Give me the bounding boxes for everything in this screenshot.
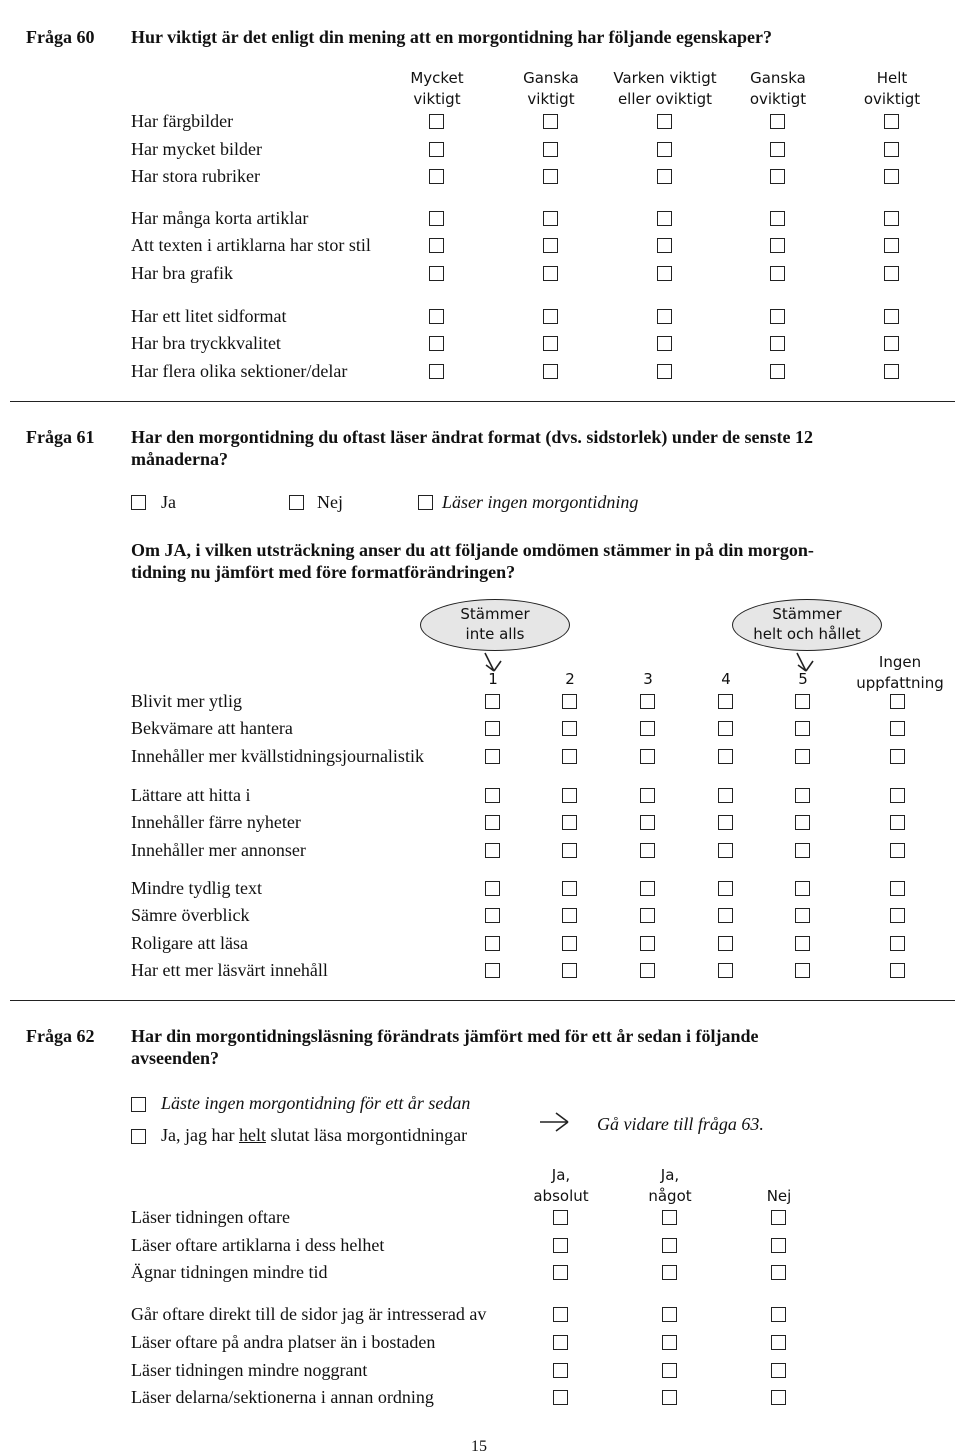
q61-no-opinion-line2: uppfattning (856, 674, 944, 692)
q60-checkbox[interactable] (884, 266, 899, 281)
q62-column-header (610, 1165, 730, 1207)
q61-scale-high-line1: Stämmer (772, 605, 842, 623)
q61-checkbox[interactable] (562, 815, 577, 830)
q60-checkbox[interactable] (884, 142, 899, 157)
q62-checkbox[interactable] (662, 1307, 677, 1322)
q61-checkbox[interactable] (718, 963, 733, 978)
q62-column-header (501, 1165, 621, 1207)
q61-followup-line1: Om JA, i vilken utsträckning anser du att följande omdömen stämmer in på din morgon- (131, 540, 814, 560)
q62-checkbox[interactable] (771, 1265, 786, 1280)
q61-checkbox[interactable] (718, 843, 733, 858)
q61-option-ja-label: Ja (161, 492, 176, 512)
q61-checkbox[interactable] (640, 881, 655, 896)
q60-item-label: Har bra tryckkvalitet (131, 333, 281, 353)
q61-option-nej-label: Nej (317, 492, 343, 512)
q60-checkbox[interactable] (770, 238, 785, 253)
q60-checkbox[interactable] (429, 114, 444, 129)
skip-arrow-icon (538, 1110, 572, 1134)
q61-checkbox[interactable] (795, 815, 810, 830)
q62-checkbox[interactable] (553, 1238, 568, 1253)
page-number: 15 (471, 1438, 487, 1455)
q60-checkbox[interactable] (884, 336, 899, 351)
q60-checkbox[interactable] (884, 309, 899, 324)
q61-scale-low-line1: Stämmer (460, 605, 530, 623)
q60-item-label: Har ett litet sidformat (131, 306, 287, 326)
q62-checkbox[interactable] (662, 1390, 677, 1405)
q61-checkbox[interactable] (640, 721, 655, 736)
q61-checkbox[interactable] (890, 963, 905, 978)
q60-number: Fråga 60 (26, 27, 95, 47)
q61-checkbox[interactable] (718, 936, 733, 951)
q60-checkbox[interactable] (884, 211, 899, 226)
q62-checkbox[interactable] (553, 1210, 568, 1225)
q61-scale-low-line2: inte alls (465, 625, 525, 643)
q61-item-label: Lättare att hitta i (131, 785, 251, 805)
q60-column-header-line2: viktigt (527, 90, 575, 108)
q62-item-label: Läser tidningen mindre noggrant (131, 1360, 368, 1380)
q61-checkbox[interactable] (890, 881, 905, 896)
q61-checkbox[interactable] (718, 694, 733, 709)
q62-skip-instruction: Gå vidare till fråga 63. (597, 1114, 764, 1134)
q61-checkbox[interactable] (890, 749, 905, 764)
q60-checkbox[interactable] (657, 238, 672, 253)
q60-checkbox[interactable] (770, 142, 785, 157)
q61-checkbox[interactable] (562, 908, 577, 923)
q60-checkbox[interactable] (543, 364, 558, 379)
q60-checkbox[interactable] (657, 336, 672, 351)
q61-checkbox[interactable] (562, 936, 577, 951)
q61-checkbox[interactable] (795, 749, 810, 764)
q61-checkbox[interactable] (640, 694, 655, 709)
q62-skip-option2-post: slutat läsa morgontidningar (265, 1125, 468, 1145)
q61-checkbox[interactable] (485, 694, 500, 709)
q62-column-header (719, 1165, 839, 1207)
q61-item-label: Innehåller mer kvällstidningsjournalistik (131, 746, 424, 766)
q60-column-header-line1: Mycket (410, 69, 464, 87)
q61-checkbox[interactable] (795, 694, 810, 709)
q61-checkbox[interactable] (795, 843, 810, 858)
q61-checkbox[interactable] (485, 881, 500, 896)
q62-skip-option2-pre: Ja, jag har (161, 1125, 239, 1145)
q62-checkbox[interactable] (662, 1265, 677, 1280)
q61-item-label: Innehåller färre nyheter (131, 812, 301, 832)
q60-column-header-line2: oviktigt (749, 90, 807, 108)
q61-checkbox[interactable] (640, 936, 655, 951)
q62-checkbox[interactable] (662, 1238, 677, 1253)
q62-checkbox[interactable] (662, 1210, 677, 1225)
q60-checkbox[interactable] (429, 266, 444, 281)
q60-checkbox[interactable] (543, 336, 558, 351)
q61-checkbox[interactable] (640, 908, 655, 923)
q60-checkbox[interactable] (543, 211, 558, 226)
q61-checkbox[interactable] (795, 908, 810, 923)
q61-checkbox[interactable] (890, 788, 905, 803)
q61-scale-high-oval (732, 599, 882, 651)
q61-checkbox[interactable] (718, 749, 733, 764)
q61-no-opinion-header (855, 652, 945, 694)
q61-checkbox[interactable] (485, 936, 500, 951)
q61-checkbox[interactable] (640, 788, 655, 803)
q61-option-none-label: Läser ingen morgontidning (442, 492, 639, 512)
q60-checkbox[interactable] (884, 114, 899, 129)
q61-item-label: Innehåller mer annonser (131, 840, 306, 860)
q60-checkbox[interactable] (429, 309, 444, 324)
q62-checkbox[interactable] (553, 1363, 568, 1378)
q60-item-label: Har färgbilder (131, 111, 234, 131)
q61-followup-line2: tidning nu jämfört med före formatförändringen? (131, 562, 516, 582)
q61-checkbox[interactable] (795, 721, 810, 736)
q60-checkbox[interactable] (770, 364, 785, 379)
q61-checkbox[interactable] (640, 815, 655, 830)
q62-number: Fråga 62 (26, 1026, 95, 1046)
q60-checkbox[interactable] (884, 169, 899, 184)
q61-checkbox[interactable] (485, 908, 500, 923)
q61-checkbox[interactable] (485, 963, 500, 978)
q60-checkbox[interactable] (543, 238, 558, 253)
q61-checkbox[interactable] (485, 788, 500, 803)
q61-question-line2: månaderna? (131, 449, 229, 469)
q61-checkbox[interactable] (562, 881, 577, 896)
q60-checkbox[interactable] (543, 114, 558, 129)
q61-checkbox[interactable] (485, 749, 500, 764)
q60-column-header-line1: Varken viktigt (613, 69, 717, 87)
q60-checkbox[interactable] (657, 114, 672, 129)
q61-item-label: Mindre tydlig text (131, 878, 262, 898)
divider (10, 1000, 955, 1001)
q61-checkbox[interactable] (718, 881, 733, 896)
q60-column-header-line1: Helt (876, 69, 908, 87)
q62-item-label: Läser oftare artiklarna i dess helhet (131, 1235, 385, 1255)
q62-item-label: Går oftare direkt till de sidor jag är intresserad av (131, 1304, 487, 1324)
q61-checkbox[interactable] (795, 788, 810, 803)
q61-checkbox[interactable] (718, 788, 733, 803)
q62-checkbox[interactable] (553, 1390, 568, 1405)
q60-checkbox[interactable] (657, 142, 672, 157)
q61-checkbox[interactable] (890, 843, 905, 858)
q60-checkbox[interactable] (429, 169, 444, 184)
q61-checkbox[interactable] (485, 815, 500, 830)
q60-checkbox[interactable] (543, 266, 558, 281)
q60-checkbox[interactable] (543, 142, 558, 157)
q60-checkbox[interactable] (770, 309, 785, 324)
q60-column-header-line1: Ganska (523, 69, 579, 87)
q62-checkbox[interactable] (771, 1210, 786, 1225)
q60-checkbox[interactable] (429, 211, 444, 226)
q61-scale-number: 3 (643, 670, 653, 688)
q61-number: Fråga 61 (26, 427, 95, 447)
q60-item-label: Har mycket bilder (131, 139, 262, 159)
q62-checkbox[interactable] (771, 1307, 786, 1322)
q60-checkbox[interactable] (770, 336, 785, 351)
q61-checkbox[interactable] (562, 843, 577, 858)
q60-checkbox[interactable] (657, 364, 672, 379)
q61-item-label: Roligare att läsa (131, 933, 248, 953)
q61-checkbox[interactable] (640, 963, 655, 978)
q61-checkbox[interactable] (485, 843, 500, 858)
q61-checkbox[interactable] (718, 815, 733, 830)
q60-checkbox[interactable] (429, 364, 444, 379)
q61-checkbox[interactable] (718, 908, 733, 923)
q61-option-ja-checkbox[interactable] (131, 495, 146, 510)
q61-scale-high-line2: helt och hållet (753, 625, 861, 643)
q62-item-label: Ägnar tidningen mindre tid (131, 1262, 328, 1282)
q61-checkbox[interactable] (485, 721, 500, 736)
q62-question-line2: avseenden? (131, 1048, 220, 1068)
q61-checkbox[interactable] (640, 749, 655, 764)
q61-item-label: Bekvämare att hantera (131, 718, 293, 738)
q62-checkbox[interactable] (553, 1335, 568, 1350)
q61-checkbox[interactable] (890, 694, 905, 709)
q61-option-none-checkbox[interactable] (418, 495, 433, 510)
q62-column-header-line1: Ja, (660, 1166, 680, 1184)
q62-skip-option2-underlined: helt (238, 1125, 266, 1145)
q61-scale-number: 1 (488, 670, 498, 688)
q60-column-header-line1: Ganska (750, 69, 806, 87)
q61-checkbox[interactable] (562, 963, 577, 978)
q61-checkbox[interactable] (562, 749, 577, 764)
divider (10, 401, 955, 402)
q60-checkbox[interactable] (543, 309, 558, 324)
q60-checkbox[interactable] (770, 266, 785, 281)
q62-skip-option2-label (161, 1125, 467, 1146)
q61-checkbox[interactable] (890, 721, 905, 736)
q60-checkbox[interactable] (657, 266, 672, 281)
q61-checkbox[interactable] (640, 843, 655, 858)
q61-checkbox[interactable] (795, 936, 810, 951)
q62-checkbox[interactable] (771, 1390, 786, 1405)
q60-checkbox[interactable] (429, 238, 444, 253)
q61-no-opinion-line1: Ingen (878, 653, 922, 671)
q61-checkbox[interactable] (890, 908, 905, 923)
q61-checkbox[interactable] (562, 788, 577, 803)
q62-checkbox[interactable] (662, 1363, 677, 1378)
q61-checkbox[interactable] (795, 963, 810, 978)
q60-checkbox[interactable] (543, 169, 558, 184)
q60-column-header-line2: eller oviktigt (617, 90, 713, 108)
q62-checkbox[interactable] (771, 1335, 786, 1350)
q62-column-header-line2: något (648, 1187, 692, 1205)
q60-checkbox[interactable] (657, 169, 672, 184)
q60-item-label: Har många korta artiklar (131, 208, 309, 228)
q61-scale-number: 5 (798, 670, 808, 688)
q62-checkbox[interactable] (553, 1307, 568, 1322)
q61-scale-number: 4 (721, 670, 731, 688)
q62-question-line1: Har din morgontidningsläsning förändrats jämfört med för ett år sedan i följande (131, 1026, 759, 1046)
q60-item-label: Att texten i artiklarna har stor stil (131, 235, 371, 255)
q61-item-label: Sämre överblick (131, 905, 250, 925)
q62-item-label: Läser tidningen oftare (131, 1207, 290, 1227)
q62-column-header-line1: Ja, (551, 1166, 571, 1184)
q62-checkbox[interactable] (771, 1238, 786, 1253)
q62-checkbox[interactable] (553, 1265, 568, 1280)
q60-item-label: Har bra grafik (131, 263, 233, 283)
q60-question: Hur viktigt är det enligt din mening att en morgontidning har följande egenskaper? (131, 27, 773, 47)
q62-item-label: Läser oftare på andra platser än i bostaden (131, 1332, 436, 1352)
q61-question-line1: Har den morgontidning du oftast läser ändrat format (dvs. sidstorlek) under de senste 12 (131, 427, 814, 447)
q61-checkbox[interactable] (718, 721, 733, 736)
q62-column-header-line1 (719, 1165, 839, 1186)
q62-item-label: Läser delarna/sektionerna i annan ordning (131, 1387, 434, 1407)
q61-checkbox[interactable] (562, 721, 577, 736)
q62-checkbox[interactable] (771, 1363, 786, 1378)
q61-scale-low-oval (420, 599, 570, 651)
q60-column-header-line2: oviktigt (863, 90, 921, 108)
q60-checkbox[interactable] (884, 238, 899, 253)
q62-column-header-line2: absolut (533, 1187, 589, 1205)
q60-checkbox[interactable] (429, 336, 444, 351)
q60-checkbox[interactable] (657, 309, 672, 324)
q60-checkbox[interactable] (770, 114, 785, 129)
q62-checkbox[interactable] (662, 1335, 677, 1350)
q61-option-nej-checkbox[interactable] (289, 495, 304, 510)
q61-checkbox[interactable] (795, 881, 810, 896)
q61-checkbox[interactable] (890, 936, 905, 951)
q60-column-header (822, 68, 960, 110)
q60-item-label: Har flera olika sektioner/delar (131, 361, 348, 381)
q60-checkbox[interactable] (884, 364, 899, 379)
q62-skip-option2-checkbox[interactable] (131, 1129, 146, 1144)
q61-item-label: Blivit mer ytlig (131, 691, 242, 711)
q62-skip-option1-label: Läste ingen morgontidning för ett år sedan (161, 1093, 471, 1113)
q61-checkbox[interactable] (890, 815, 905, 830)
q60-checkbox[interactable] (657, 211, 672, 226)
q60-item-label: Har stora rubriker (131, 166, 260, 186)
q60-checkbox[interactable] (429, 142, 444, 157)
q60-checkbox[interactable] (770, 211, 785, 226)
q61-checkbox[interactable] (562, 694, 577, 709)
q61-scale-number: 2 (565, 670, 575, 688)
q62-skip-option1-checkbox[interactable] (131, 1097, 146, 1112)
q61-item-label: Har ett mer läsvärt innehåll (131, 960, 328, 980)
q60-checkbox[interactable] (770, 169, 785, 184)
q62-column-header-line2: Nej (766, 1187, 792, 1205)
q60-column-header-line2: viktigt (413, 90, 461, 108)
